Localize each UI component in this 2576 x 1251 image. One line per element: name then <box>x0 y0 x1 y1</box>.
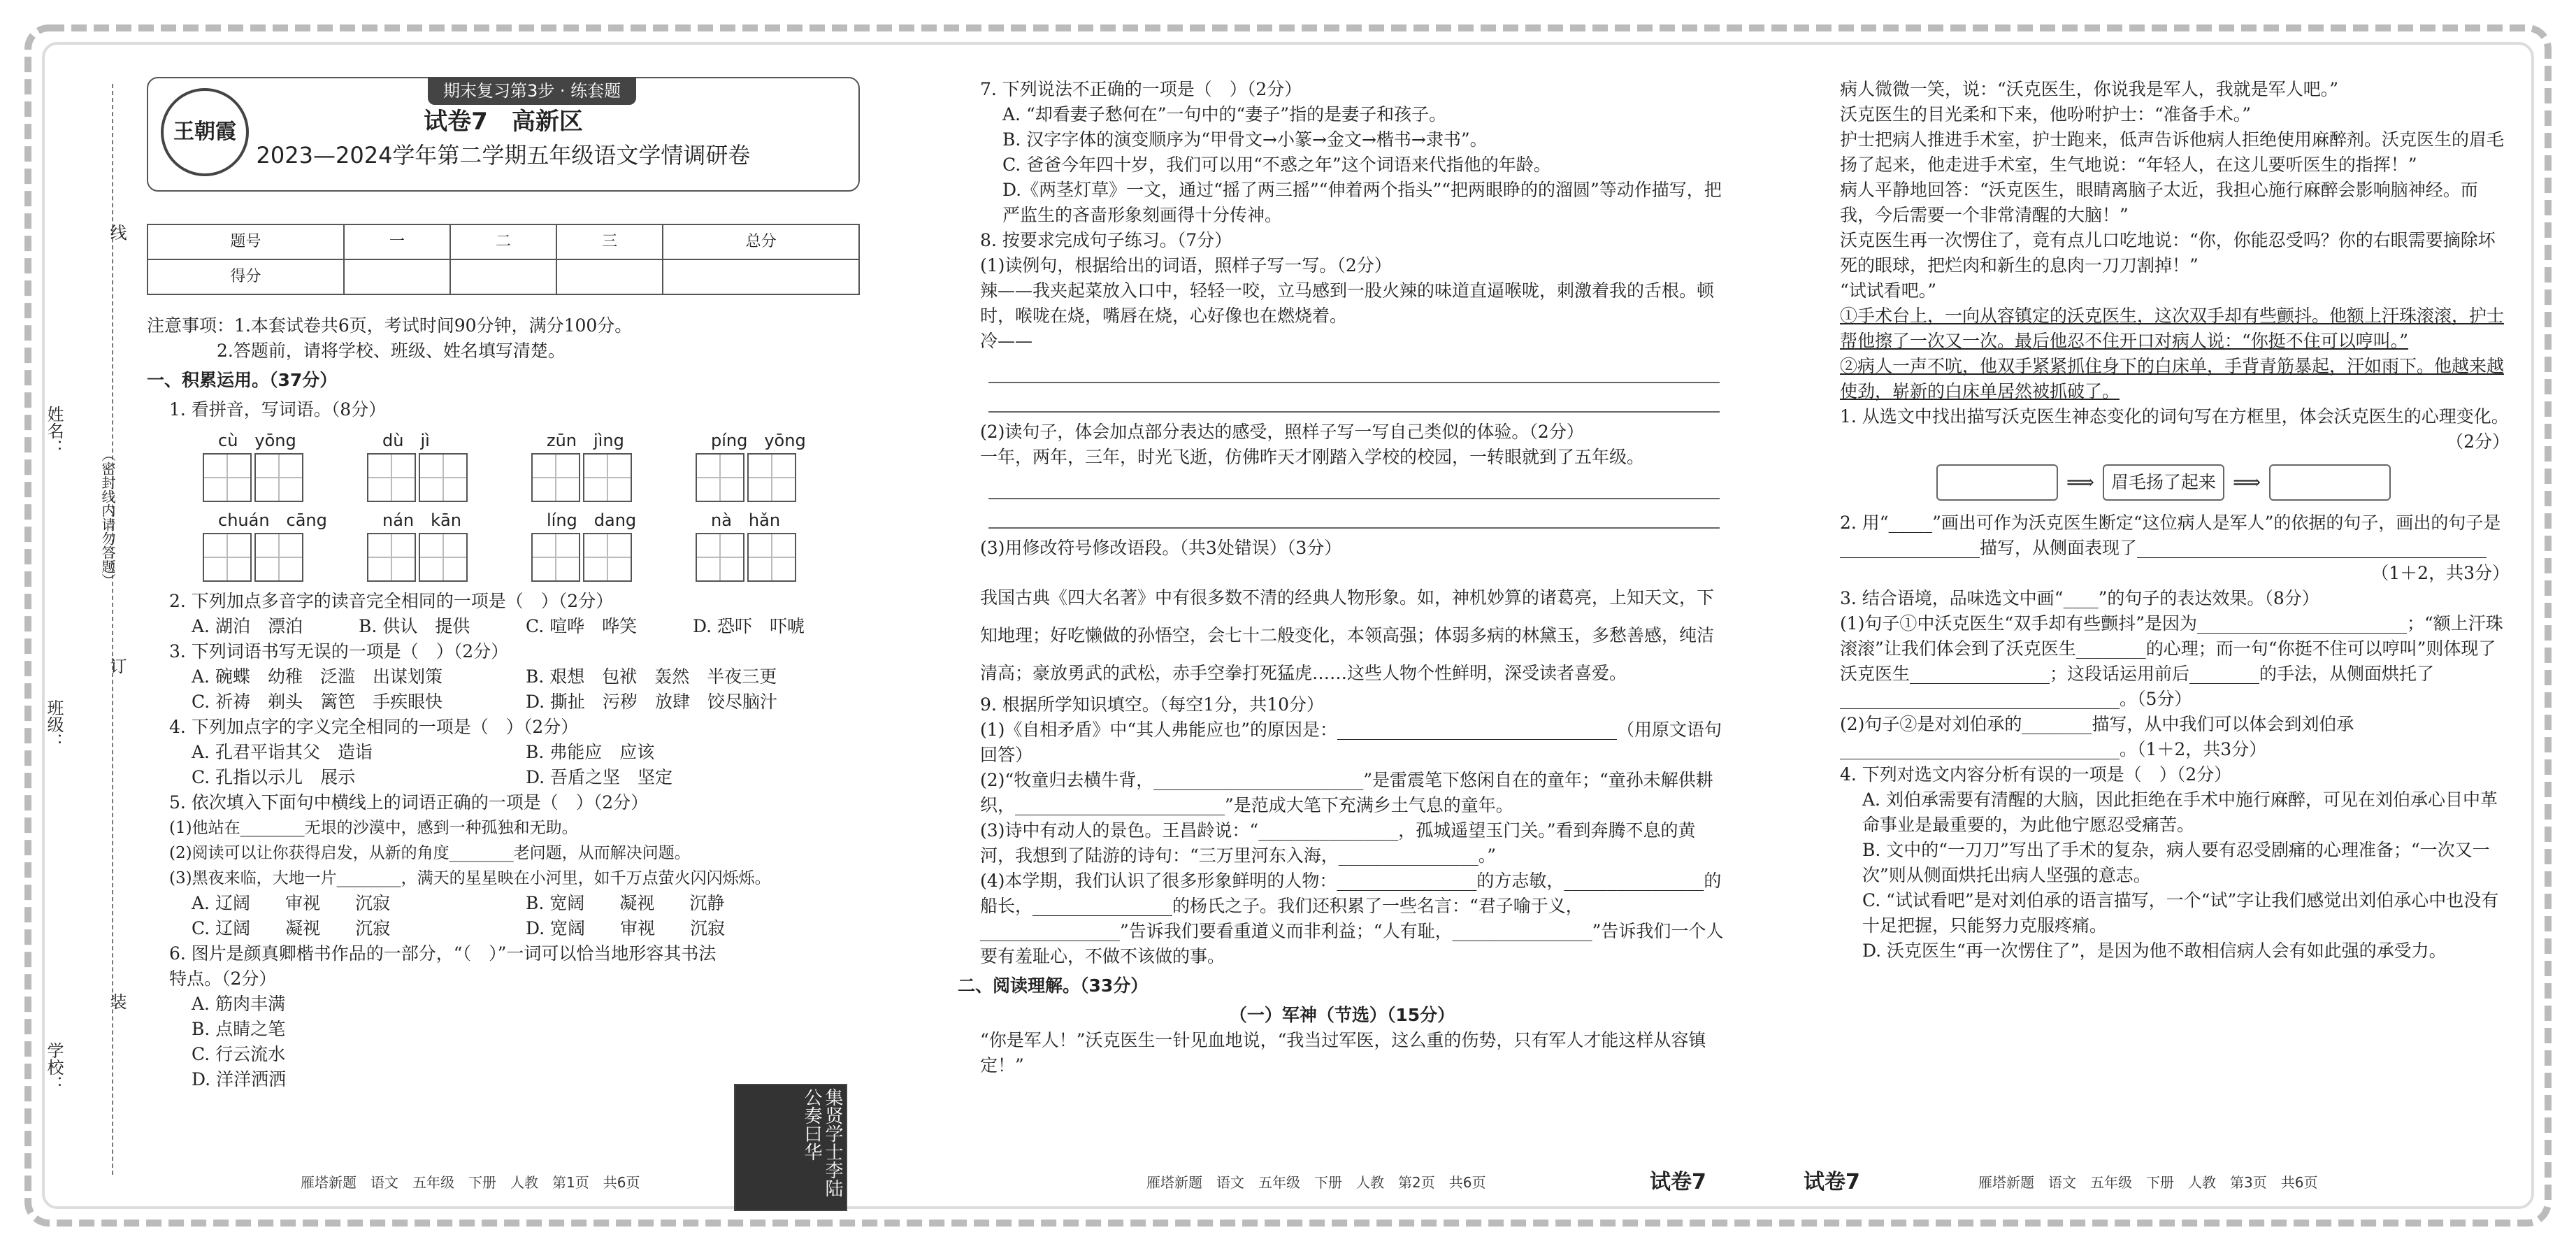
paper-label-3: 试卷7 <box>1804 1170 1860 1194</box>
score-table: 题号 一 二 三 总分 得分 <box>147 224 860 295</box>
sentence-2: ②病人一声不吭，他双手紧紧抓住身下的白床单，手背青筋暴起，汗如雨下。他越来越使劲，崭新的白床单居然被抓破了。 <box>1840 356 2505 401</box>
footer-page-2: 雁塔新题 语文 五年级 下册 人教 第2页 共6页 <box>1146 1174 1486 1191</box>
q3-2: 2. 用“_____”画出可作为沃克医生断定“这位病人是军人”的依据的句子，画出的句子是________________描写，从侧面表现了________________________________________ <box>1840 513 2501 558</box>
reading-1-title: （一）军神（节选）（15分） <box>1229 1005 1455 1025</box>
paper-label-2: 试卷7 <box>1650 1170 1706 1194</box>
banner: 期末复习第3步 · 练套题 <box>428 77 636 105</box>
column-1: 期末复习第3步 · 练套题 王朝霞 试卷7 高新区 2023—2024学年第二学期五年级语文学情调研卷 题号 一 二 三 总分 得分 注意事项：1.本套试卷共6页，考试时间90分钟，满分100分。 2.答题前，请将学校、班级、姓名填写清楚。 一、积累运用。（37分） 1. 看拼音，写词语。（8分） cù yōng dù jì zūn jìng píng yōng chuán cāng nán kān líng dang nà hǎn 2. 下列加点多音字的读音完全相同的一项是（ ）（2分） A. 湖泊 漂泊 B. 供认 提供 C. 喧哗 哗笑 D. 恐吓 吓唬 3. 下列词语书写无误的一项是（ ）（2分） A. 碗蝶 幼稚 泛滥 出谋划策 B. 艰想 包袱 轰然 半夜三更 C. 祈祷 剃头 篱笆 手疾眼快 D. 撕扯 污秽 放肆 饺尽脑汁 4. 下列加点字的字义完全相同的一项是（ ）（2分） A. 孔君平诣其父 造诣 B. 弗能应 应该 C. 孔指以示儿 展示 D. 吾盾之坚 坚定 5. 依次填入下面句中横线上的词语正确的一项是（ ）（2分） (1)他站在________无垠的沙漠中，感到一种孤独和无助。 (2)阅读可以让你获得启发，从新的角度________老问题，从而解决问题。 (3)黑夜来临，大地一片________，满天的星星映在小河里，如千万点萤火闪闪烁烁。 A. 辽阔 审视 沉寂 B. 宽阔 凝视 沉静 C. 辽阔 凝视 沉寂 D. 宽阔 审视 沉寂 6. 图片是颜真卿楷书作品的一部分，“（ ）”一词可以恰当地形容其书法特点。（2分） A. 筋肉丰满 B. 点睛之笔 C. 行云流水 D. 洋洋洒洒 集贤学士李陆公奏曰华 <box>147 77 860 1092</box>
pinyin-row-1: cù yōng dù jì zūn jìng píng yōng <box>203 428 860 502</box>
arrow-icon: ⟹ <box>2233 471 2261 494</box>
q8-example: 辣——我夹起菜放入口中，轻轻一咬，立马感到一股火辣的味道直逼喉咙，刺激着我的舌根。顿时，喉咙在烧，嘴唇在烧，心好像也在燃烧着。 <box>980 280 1715 326</box>
seal-char-3: 线 <box>107 224 127 241</box>
q3: 3. 下列词语书写无误的一项是（ ）（2分） <box>169 641 509 662</box>
q5: 5. 依次填入下面句中横线上的词语正确的一项是（ ）（2分） <box>169 792 649 813</box>
column-2: 7. 下列说法不正确的一项是（ ）（2分） A. “却看妻子愁何在”一句中的“妻子”指的是妻子和孩子。 B. 汉字字体的演变顺序为“甲骨文→小篆→金文→楷书→隶书”。 C. 爸爸今年四十岁，我们可以用“不惑之年”这个词语来代指他的年龄。 D.《两茎灯草》一文，通过“摇了两三摇”“伸着两个指头”“把两眼睁的的溜圆”等动作描写，把严监生的吝啬形象刻画得十分传神。 8. 按要求完成句子练习。（7分） (1)读例句，根据给出的词语，照样子写一写。（2分） 辣——我夹起菜放入口中，轻轻一咬，立马感到一股火辣的味道直逼喉咙，刺激着我的舌根。顿时，喉咙在烧，嘴唇在烧，心好像也在燃烧着。 冷—— (2)读句子，体会加点部分表达的感受，照样子写一写自己类似的体验。（2分） 一年，两年，三年，时光飞逝，仿佛昨天才刚踏入学校的校园，一转眼就到了五年级。 (3)用修改符号修改语段。（共3处错误）（3分） 我国古典《四大名著》中有很多数不清的经典人物形象。如，神机妙算的诸葛亮，上知天文，下知地理；好吃懒做的孙悟空，会七十二般变化，本领高强；体弱多病的林黛玉，多愁善感，纯洁清高；豪放勇武的武松，赤手空拳打死猛虎……这些人物个性鲜明，深受读者喜爱。 9. 根据所学知识填空。（每空1分，共10分） (1)《自相矛盾》中“其人弗能应也”的原因是：________________________________（用原文语句回答） (2)“牧童归去横牛背，________________________”是雷震笔下悠闲自在的童年；“童孙未解供耕织，________________________”是范成大笔下充满乡土气息的童年。 (3)诗中有动人的景色。王昌龄说：“________________，孤城遥望玉门关。”看到奔腾不息的黄河，我想到了陆游的诗句：“三万里河东入海，________________。” (4)本学期，我们认识了很多形象鲜明的人物：________________的方志敏，________________的船长，________________的杨氏之子。我们还积累了一些名言：“君子喻于义，________________”告诉我们要看重道义而非利益；“人有耻，________________”告诉我们一个人要有羞耻心，不做不该做的事。 二、阅读理解。（33分） （一）军神（节选）（15分） “你是军人！”沃克医生一针见血地说，“我当过军医，这么重的伤势，只有军人才能这样从容镇定！” <box>958 77 1727 1078</box>
section-2-title: 二、阅读理解。（33分） <box>958 975 1149 996</box>
expression-flow <box>1818 464 2510 501</box>
q3-1: 1. 从选文中找出描写沃克医生神态变化的词句写在方框里，体会沃克医生的心理变化。 <box>1840 406 2509 427</box>
paper-title: 试卷7 高新区 <box>424 108 583 136</box>
paper-subtitle: 2023—2024学年第二学期五年级语文学情调研卷 <box>256 142 751 169</box>
sentence-1: ①手术台上，一向从容镇定的沃克医生，这次双手却有些颤抖。他额上汗珠滚滚，护士帮他擦了一次又一次。最后他忍不住开口对病人说：“你挺不住可以哼叫。” <box>1840 306 2505 351</box>
flow-box-1[interactable] <box>1936 464 2058 501</box>
notice-2: 2.答题前，请将学校、班级、姓名填写清楚。 <box>217 341 566 361</box>
seal-line <box>112 84 113 1175</box>
q2-options: A. 湖泊 漂泊 B. 供认 提供 C. 喧哗 哗笑 D. 恐吓 吓唬 <box>192 616 805 636</box>
name-label: 姓名： <box>44 406 64 456</box>
answer-line[interactable] <box>988 354 1720 383</box>
flow-box-3[interactable] <box>2269 464 2391 501</box>
logo: 王朝霞 <box>161 88 249 176</box>
school-label: 学校： <box>44 1042 64 1092</box>
q8: 8. 按要求完成句子练习。（7分） <box>980 230 1232 250</box>
q4-options: A. 孔君平诣其父 造诣 B. 弗能应 应该 C. 孔指以示儿 展示 D. 吾盾之坚 坚定 <box>192 742 673 787</box>
q3-4: 4. 下列对选文内容分析有误的一项是（ ）（2分） <box>1840 764 2232 785</box>
q4: 4. 下列加点字的字义完全相同的一项是（ ）（2分） <box>169 717 579 737</box>
q1: 1. 看拼音，写词语。（8分） <box>169 399 387 420</box>
answer-line[interactable] <box>988 499 1720 529</box>
calligraphy-image: 集贤学士李陆公奏曰华 <box>734 1084 847 1211</box>
arrow-icon: ⟹ <box>2066 471 2094 494</box>
q5-options: A. 辽阔 审视 沉寂 B. 宽阔 凝视 沉静 C. 辽阔 凝视 沉寂 D. 宽阔 审视 沉寂 <box>192 893 726 938</box>
seal-char-1: 装 <box>107 993 127 1010</box>
footer-page-1: 雁塔新题 语文 五年级 下册 人教 第1页 共6页 <box>301 1174 640 1191</box>
answer-line[interactable] <box>988 383 1720 413</box>
section-1-title: 一、积累运用。（37分） <box>147 370 338 390</box>
header-box <box>147 77 860 192</box>
q6: 6. 图片是颜真卿楷书作品的一部分，“（ ）”一词可以恰当地形容其书法特点。（2分） <box>169 943 717 989</box>
seal-char-2: 订 <box>107 657 127 674</box>
answer-line[interactable] <box>988 470 1720 499</box>
column-3: 病人微微一笑，说：“沃克医生，你说我是军人，我就是军人吧。” 沃克医生的目光柔和下来，他吩咐护士：“准备手术。” 护士把病人推进手术室，护士跑来，低声告诉他病人拒绝使用麻醉剂。沃克医生的眉毛扬了起来，他走进手术室，生气地说：“年轻人，在这儿要听医生的指挥！” 病人平静地回答：“沃克医生，眼睛离脑子太近，我担心施行麻醉会影响脑神经。而我，今后需要一个非常清醒的大脑！” 沃克医生再一次愣住了，竟有点儿口吃地说：“你，你能忍受吗？你的右眼需要摘除坏死的眼球，把烂肉和新生的息肉一刀刀割掉！” “试试看吧。” ①手术台上，一向从容镇定的沃克医生，这次双手却有些颤抖。他额上汗珠滚滚，护士帮他擦了一次又一次。最后他忍不住开口对病人说：“你挺不住可以哼叫。” ②病人一声不吭，他双手紧紧抓住身下的白床单，手背青筋暴起，汗如雨下。他越来越使劲，崭新的白床单居然被抓破了。 1. 从选文中找出描写沃克医生神态变化的词句写在方框里，体会沃克医生的心理变化。 （2分） ⟹ 眉毛扬了起来 ⟹ 2. 用“_____”画出可作为沃克医生断定“这位病人是军人”的依据的句子，画出的句子是________________描写，从侧面表现了________________________________________ （1＋2，共3分） 3. 结合语境，品味选文中画“____”的句子的表达效果。（8分） (1)句子①中沃克医生“双手却有些颤抖”是因为________________________；“额上汗珠滚滚”让我们体会到了沃克医生________的心理；而一句“你挺不住可以哼叫”则体现了沃克医生________________；这段话运用前后________的手法，从侧面烘托了________________________________。（5分） (2)句子②是对刘伯承的________描写，从中我们可以体会到刘伯承________________________________。（1＋2，共3分） 4. 下列对选文内容分析有误的一项是（ ）（2分） A. 刘伯承需要有清醒的大脑，因此拒绝在手术中施行麻醉，可见在刘伯承心目中革命事业是最重要的，为此他宁愿忍受痛苦。 B. 文中的“一刀刀”写出了手术的复杂，病人要有忍受剧痛的心理准备；“一次又一次”则从侧面烘托出病人坚强的意志。 C. “试试看吧”是对刘伯承的语言描写，一个“试”字让我们感觉出刘伯承心中也没有十足把握，只能努力克服疼痛。 D. 沃克医生“再一次愣住了”，是因为他不敢相信病人会有如此强的承受力。 <box>1818 77 2510 964</box>
notice-1: 注意事项：1.本套试卷共6页，考试时间90分钟，满分100分。 <box>147 315 633 336</box>
q3-options: A. 碗蝶 幼稚 泛滥 出谋划策 B. 艰想 包袱 轰然 半夜三更 C. 祈祷 剃头 篱笆 手疾眼快 D. 撕扯 污秽 放肆 饺尽脑汁 <box>192 666 778 712</box>
pinyin-row-2: chuán cāng nán kān líng dang nà hǎn <box>203 508 860 582</box>
class-label: 班级： <box>44 699 64 750</box>
flow-box-2: 眉毛扬了起来 <box>2103 464 2224 501</box>
q3-3: 3. 结合语境，品味选文中画“____”的句子的表达效果。（8分） <box>1840 588 2319 608</box>
seal-note: （密封线内请勿答题） <box>99 448 116 587</box>
q8-passage: 我国古典《四大名著》中有很多数不清的经典人物形象。如，神机妙算的诸葛亮，上知天文，下知地理；好吃懒做的孙悟空，会七十二般变化，本领高强；体弱多病的林黛玉，多愁善感，纯洁清高；豪放勇武的武松，赤手空拳打死猛虎……这些人物个性鲜明，深受读者喜爱。 <box>980 587 1715 683</box>
footer-page-3: 雁塔新题 语文 五年级 下册 人教 第3页 共6页 <box>1978 1174 2318 1191</box>
q7: 7. 下列说法不正确的一项是（ ）（2分） <box>980 79 1302 99</box>
q9: 9. 根据所学知识填空。（每空1分，共10分） <box>980 694 1325 715</box>
q2: 2. 下列加点多音字的读音完全相同的一项是（ ）（2分） <box>169 591 614 611</box>
